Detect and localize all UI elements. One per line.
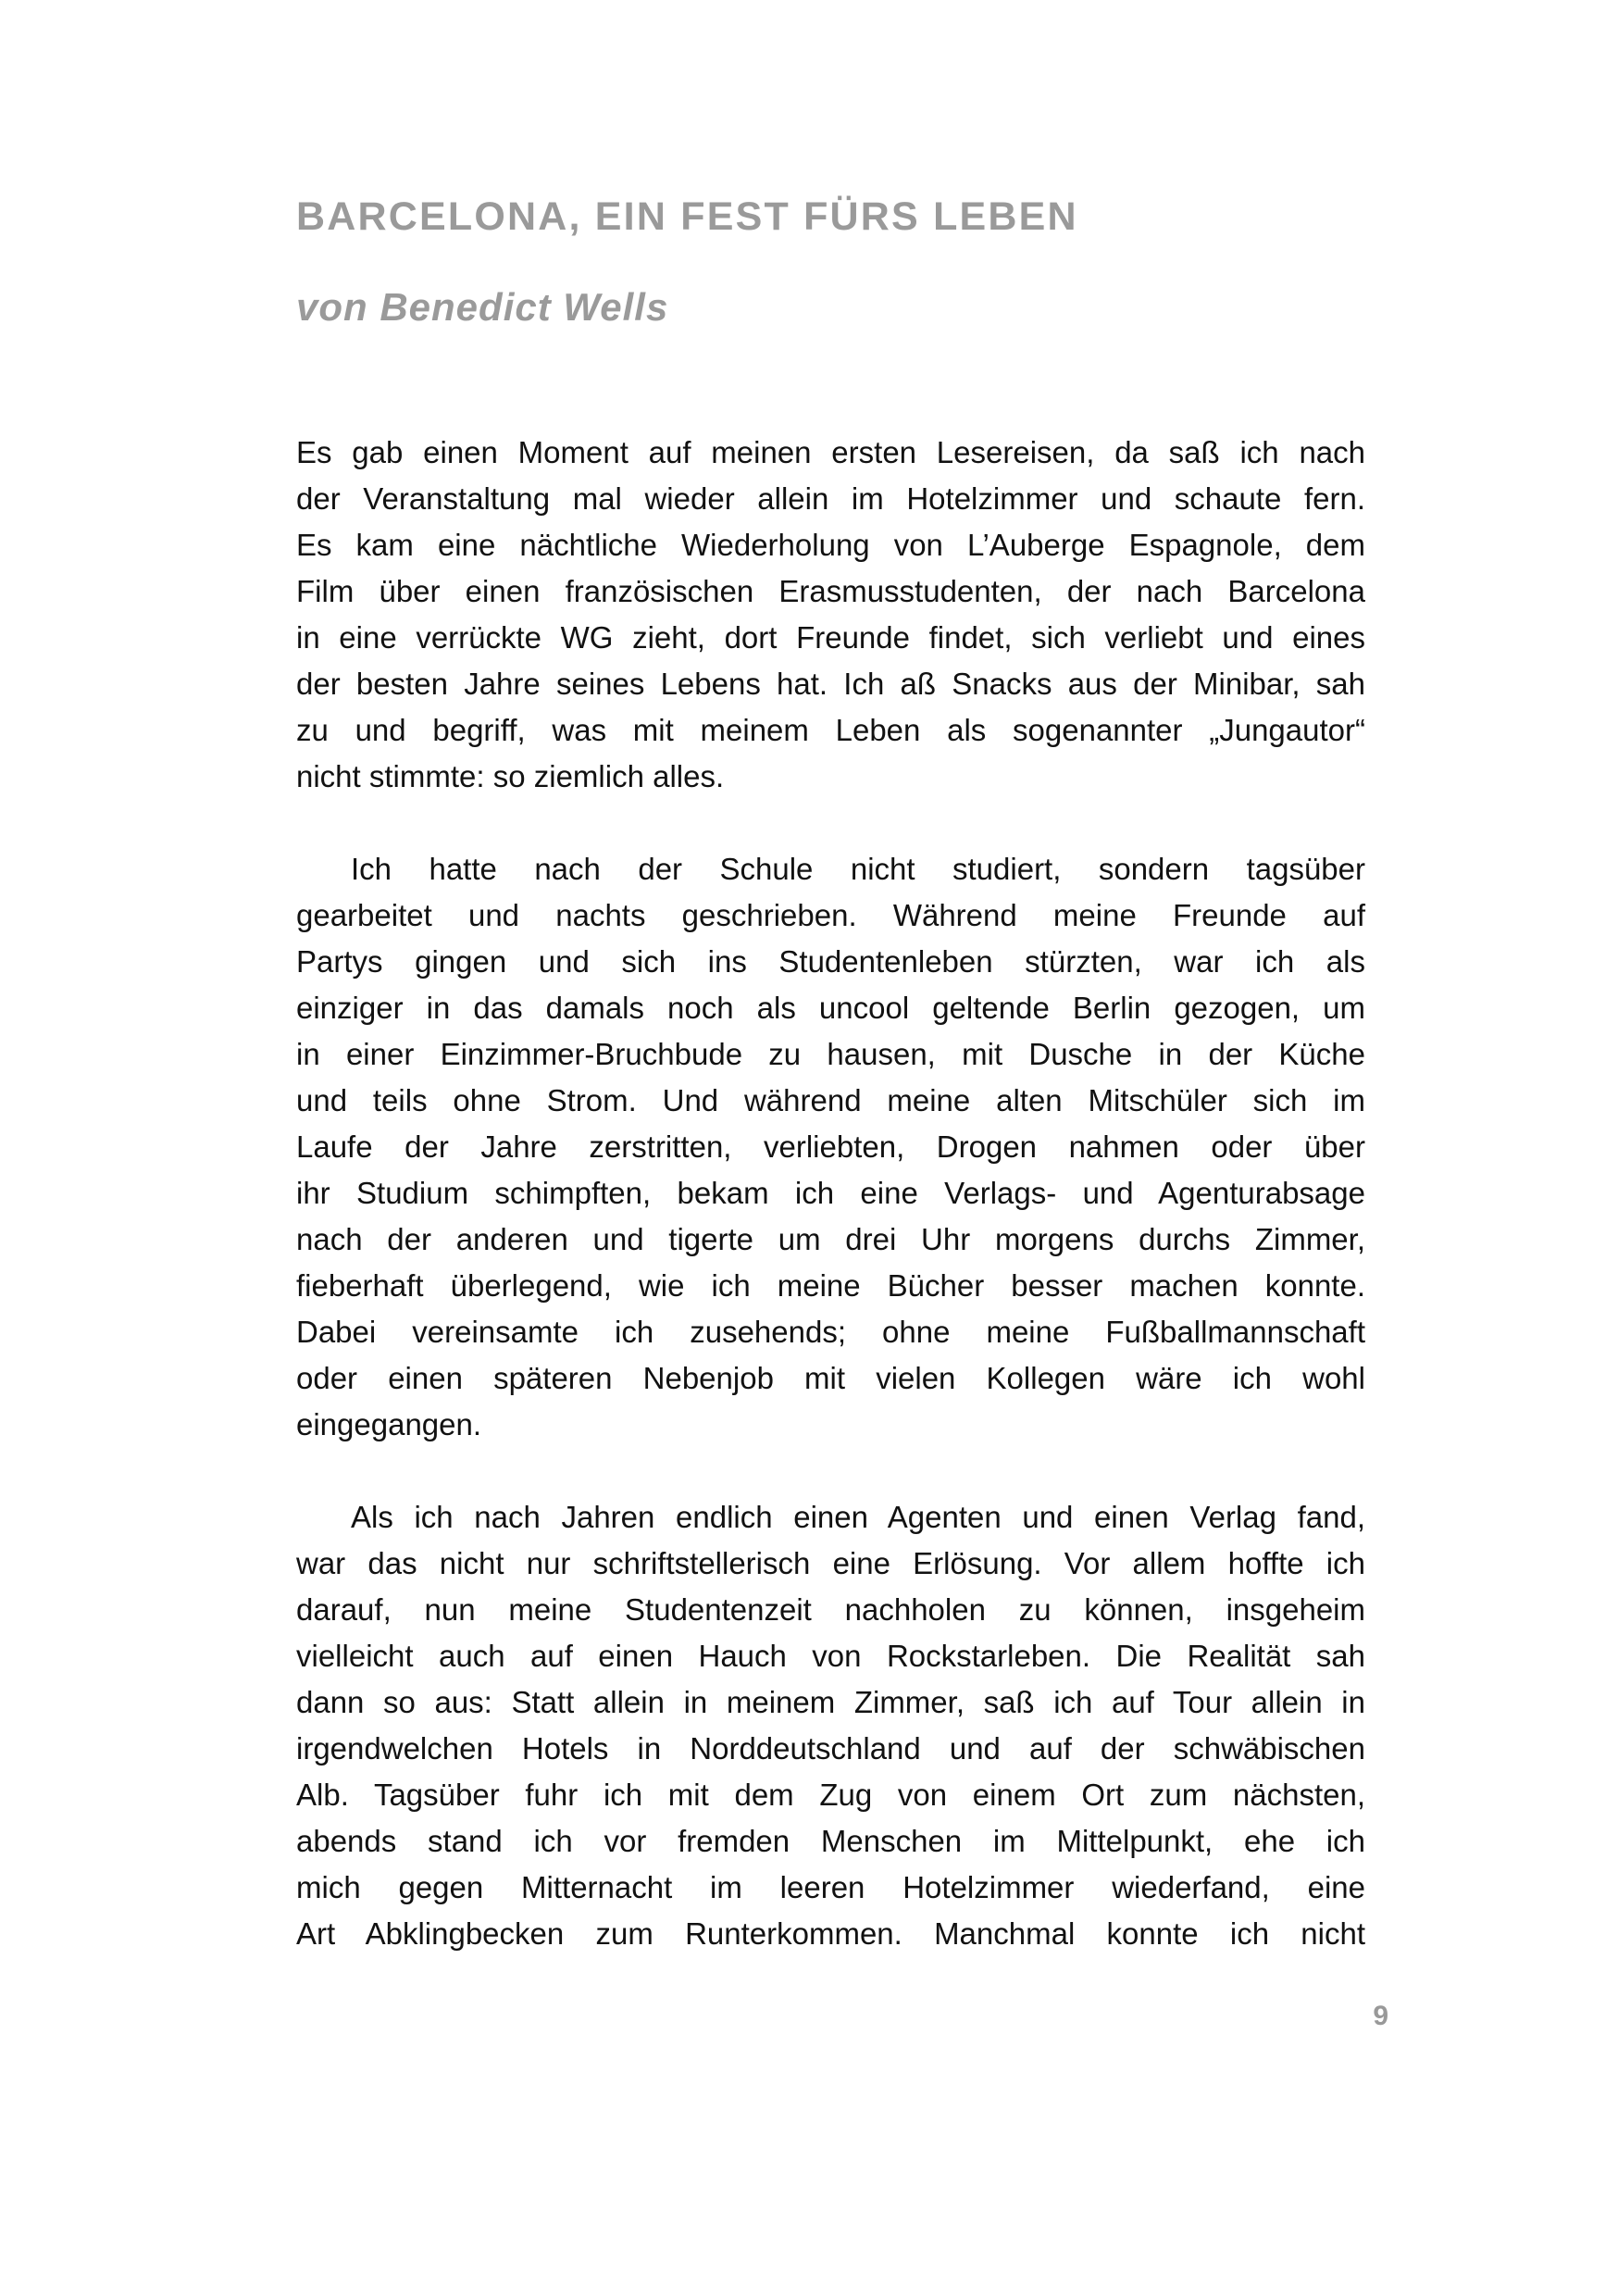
text-line: war das nicht nur schriftstellerisch eine Erlösung. Vor allem hoffte ich (296, 1546, 1365, 1580)
text-line: Partys gingen und sich ins Studentenleben stürzten, war ich als (296, 944, 1365, 979)
text-line: Es kam eine nächtliche Wiederholung von L’Auberge Espagnole, dem (296, 528, 1365, 562)
text-line: dann so aus: Statt allein in meinem Zimmer, saß ich auf Tour allein in (296, 1685, 1365, 1719)
text-line: Film über einen französischen Erasmusstudenten, der nach Barcelona (296, 574, 1365, 608)
text-line: eingegangen. (296, 1407, 482, 1441)
text-line: ihr Studium schimpften, bekam ich eine Verlags- und Agenturabsage (296, 1176, 1365, 1210)
paragraph-3 (296, 1494, 1365, 1957)
text-line: der besten Jahre seines Lebens hat. Ich aß Snacks aus der Minibar, sah (296, 667, 1365, 701)
text-line: gearbeitet und nachts geschrieben. Während meine Freunde auf (296, 898, 1365, 932)
text-line: und teils ohne Strom. Und während meine alten Mitschüler sich im (296, 1083, 1365, 1117)
paragraph-1 (296, 430, 1365, 800)
text-line: oder einen späteren Nebenjob mit vielen Kollegen wäre ich wohl (296, 1361, 1365, 1395)
paragraph-2 (296, 846, 1365, 1448)
chapter-author-byline: von Benedict Wells (296, 285, 669, 329)
text-line: Als ich nach Jahren endlich einen Agenten und einen Verlag fand, (351, 1500, 1365, 1534)
text-line: darauf, nun meine Studentenzeit nachholen zu können, insgeheim (296, 1592, 1365, 1627)
text-line: einziger in das damals noch als uncool geltende Berlin gezogen, um (296, 991, 1365, 1025)
text-line: irgendwelchen Hotels in Norddeutschland und auf der schwäbischen (296, 1731, 1365, 1766)
text-line: Laufe der Jahre zerstritten, verliebten, Drogen nahmen oder über (296, 1129, 1365, 1164)
text-line: nach der anderen und tigerte um drei Uhr morgens durchs Zimmer, (296, 1222, 1365, 1256)
text-line: Dabei vereinsamte ich zusehends; ohne meine Fußballmannschaft (296, 1315, 1365, 1349)
text-line: nicht stimmte: so ziemlich alles. (296, 759, 725, 793)
chapter-body (296, 430, 1365, 1957)
text-line: Ich hatte nach der Schule nicht studiert, sondern tagsüber (351, 852, 1365, 886)
page-number: 9 (1373, 2001, 1388, 2031)
text-line: Art Abklingbecken zum Runterkommen. Manchmal konnte ich nicht (296, 1916, 1365, 1951)
text-line: Alb. Tagsüber fuhr ich mit dem Zug von einem Ort zum nächsten, (296, 1778, 1365, 1812)
text-line: abends stand ich vor fremden Menschen im Mittelpunkt, ehe ich (296, 1824, 1365, 1858)
text-line: vielleicht auch auf einen Hauch von Rockstarleben. Die Realität sah (296, 1639, 1365, 1673)
text-line: mich gegen Mitternacht im leeren Hotelzimmer wiederfand, eine (296, 1870, 1365, 1904)
text-line: in einer Einzimmer-Bruchbude zu hausen, mit Dusche in der Küche (296, 1037, 1365, 1071)
chapter-title: BARCELONA, EIN FEST FÜRS LEBEN (296, 194, 1078, 239)
text-line: der Veranstaltung mal wieder allein im Hotelzimmer und schaute fern. (296, 481, 1365, 516)
text-line: zu und begriff, was mit meinem Leben als sogenannter „Jungautor“ (296, 713, 1365, 747)
text-line: fieberhaft überlegend, wie ich meine Bücher besser machen konnte. (296, 1268, 1365, 1303)
text-line: Es gab einen Moment auf meinen ersten Lesereisen, da saß ich nach (296, 435, 1365, 469)
text-line: in eine verrückte WG zieht, dort Freunde findet, sich verliebt und eines (296, 620, 1365, 655)
